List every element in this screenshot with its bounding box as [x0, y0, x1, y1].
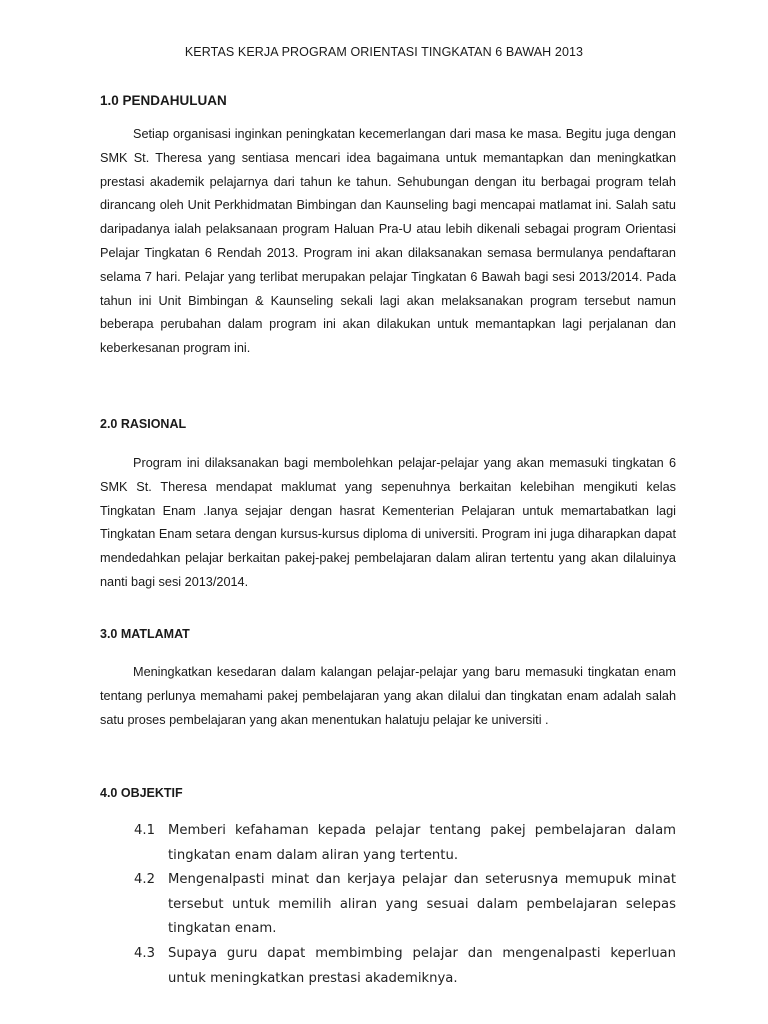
objective-number: 4.3 [134, 945, 155, 961]
paragraph-matlamat: Meningkatkan kesedaran dalam kalangan pelajar-pelajar yang baru memasuki tingkatan enam tentang perlunya memahami pakej pembelajaran yang akan dilalui dan tingkatan enam adalah salah satu proses pembelajaran yang akan menentukan halatuju pelajar ke universiti . [100, 665, 676, 727]
section-heading-objektif: 4.0 OBJEKTIF [100, 786, 183, 800]
objective-text: Mengenalpasti minat dan kerjaya pelajar dan seterusnya memupuk minat tersebut untuk memilih aliran yang sesuai dalam pembelajaran selepas tingkatan enam. [168, 872, 676, 937]
objective-item [134, 942, 676, 991]
objective-text: Supaya guru dapat membimbing pelajar dan mengenalpasti keperluan untuk meningkatkan prestasi akademiknya. [168, 945, 676, 986]
objective-list [134, 819, 676, 991]
objective-number: 4.2 [134, 872, 155, 888]
paragraph-pendahuluan: Setiap organisasi inginkan peningkatan kecemerlangan dari masa ke masa. Begitu juga dengan SMK St. Theresa yang sentiasa mencari idea bagaimana untuk memantapkan dan meningkatkan prestasi akademik pelajarnya dari tahun ke tahun. Sehubungan dengan itu berbagai program telah dirancang oleh Unit Perkhidmatan Bimbingan dan Kaunseling bagi mencapai matlamat ini. Salah satu daripadanya ialah pelaksanaan program Haluan Pra-U atau lebih dikenali sebagai program Orientasi Pelajar Tingkatan 6 Rendah 2013. Program ini akan dilaksanakan semasa bermulanya pendaftaran selama 7 hari. Pelajar yang terlibat merupakan pelajar Tingkatan 6 Bawah bagi sesi 2013/2014. Pada tahun ini Unit Bimbingan & Kaunseling sekali lagi akan melaksanakan program tersebut namun beberapa perubahan dalam program ini akan dilakukan untuk memantapkan lagi perjalanan dan keberkesanan program ini. [100, 127, 676, 356]
document-header: KERTAS KERJA PROGRAM ORIENTASI TINGKATAN 6 BAWAH 2013 [184, 45, 584, 59]
objective-item [134, 819, 676, 868]
paragraph-rasional: Program ini dilaksanakan bagi membolehkan pelajar-pelajar yang akan memasuki tingkatan 6 SMK St. Theresa mendapat maklumat yang sepenuhnya berkaitan kelebihan mengikuti kelas Tingkatan Enam .Ianya sejajar dengan hasrat Kementerian Pelajaran untuk memartabatkan lagi Tingkatan Enam setara dengan kursus-kursus diploma di universiti. Program ini juga diharapkan dapat mendedahkan pelajar berkaitan pakej-pakej pembelajaran dalam aliran tertentu yang akan dilaluinya nanti bagi sesi 2013/2014. [100, 456, 676, 589]
objective-item [134, 868, 676, 942]
section-heading-rasional: 2.0 RASIONAL [100, 417, 187, 431]
section-heading-pendahuluan: 1.0 PENDAHULUAN [100, 93, 227, 108]
objective-text: Memberi kefahaman kepada pelajar tentang pakej pembelajaran dalam tingkatan enam dalam aliran yang tertentu. [168, 823, 676, 863]
objective-number: 4.1 [134, 823, 155, 838]
section-heading-matlamat: 3.0 MATLAMAT [100, 627, 190, 641]
